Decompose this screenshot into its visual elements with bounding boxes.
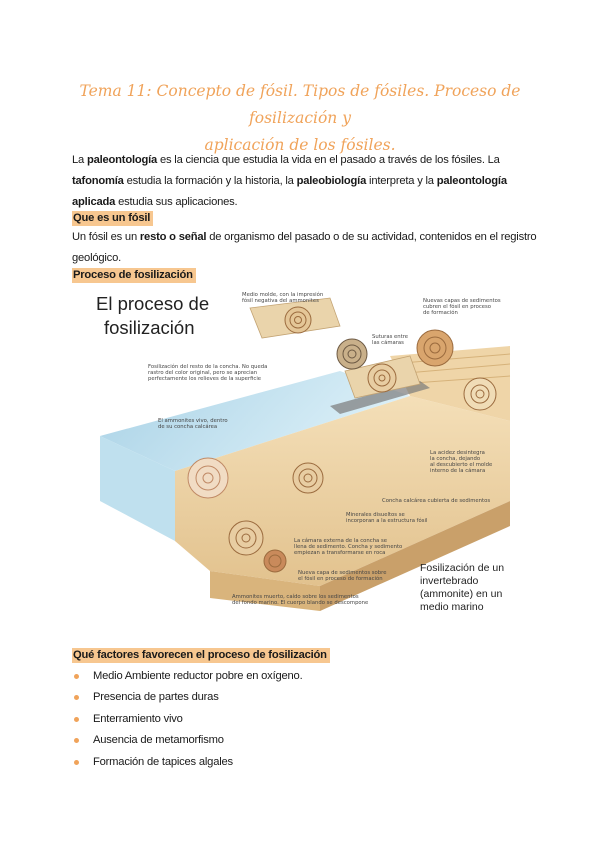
ammonite-filling <box>229 521 263 555</box>
figure-label: interno de la cámara <box>430 468 486 474</box>
figure-label: Minerales disueltos se <box>346 512 405 518</box>
ammonite-dead <box>264 550 286 572</box>
figure-title-line-2: fosilización <box>104 317 195 338</box>
title-line-2: aplicación de los fósiles. <box>204 136 396 154</box>
list-item: Medio Ambiente reductor pobre en oxígeno. <box>72 666 302 687</box>
figure-label: la concha, dejando <box>430 456 481 462</box>
figure-label: el fósil en proceso de formación <box>298 576 383 582</box>
term-paleontologia: paleontología <box>86 154 158 166</box>
intro-paragraph: La paleontología es la ciencia que estudia la vida en el pasado a través de los fósiles. La tafonomía estudia la formación y la historia, la paleobiología interpreta y la paleontología aplicada estudia sus aplicaciones. <box>72 154 507 208</box>
figure-label: Nueva capa de sedimentos sobre <box>298 570 387 576</box>
figure-label: cubren el fósil en proceso <box>423 304 492 310</box>
list-item: Ausencia de metamorfismo <box>72 730 302 751</box>
ammonite-sutures <box>337 339 367 369</box>
ammonite-mold-internal <box>464 378 496 410</box>
figure-caption-1: Fosilización de un <box>420 562 505 574</box>
figure-label: perfectamente los relieves de la superficie <box>148 376 262 382</box>
term-paleobiologia: paleobiología <box>296 175 367 187</box>
title-line-1: Tema 11: Concepto de fósil. Tipos de fósiles. Proceso de fosilización y <box>79 82 521 127</box>
figure-label: Fosilización del resto de la concha. No queda <box>148 364 268 370</box>
section-heading-proceso: Proceso de fosilización <box>72 268 196 283</box>
figure-caption-3: (ammonite) en un <box>420 588 503 600</box>
figure-label: de formación <box>423 310 458 316</box>
figure-label: Concha calcárea cubierta de sedimentos <box>382 498 491 504</box>
figure-label: Ammonites muerto, caído sobre los sedimentos <box>232 594 359 600</box>
ammonite-covered <box>293 463 323 493</box>
figure-title-line-1: El proceso de <box>96 293 210 314</box>
figure-label: al descubierto el molde <box>430 462 493 468</box>
figure-caption-2: invertebrado <box>420 575 479 587</box>
figure-label: del fondo marino. El cuerpo blando se descompone <box>232 600 369 606</box>
figure-caption-4: medio marino <box>420 601 484 613</box>
figure-label: Nuevas capas de sedimentos <box>423 298 501 304</box>
term-resto-senal: resto o señal <box>139 231 207 243</box>
term-tafonomia: tafonomía <box>72 175 124 187</box>
figure-label: las cámaras <box>372 340 404 346</box>
section-heading-que-es-fosil: Que es un fósil <box>72 211 153 226</box>
definition-paragraph: Un fósil es un resto o señal de organismo del pasado o de su actividad, contenidos en el registro geológico. <box>72 231 537 264</box>
fossilization-diagram <box>90 286 515 618</box>
figure-label: llena de sedimento. Concha y sedimento <box>294 544 403 550</box>
figure-label: de su concha calcárea <box>158 424 218 430</box>
term-paleontologia-aplicada: paleontología aplicada <box>72 175 507 208</box>
ammonite-mold <box>285 307 311 333</box>
figure-label: incorporan a la estructura fósil <box>346 518 428 524</box>
figure-label: fósil negativa del ammonites <box>242 298 319 304</box>
factors-list <box>72 666 302 773</box>
list-item: Enterramiento vivo <box>72 709 302 730</box>
figure-label: El ammonites vivo, dentro <box>158 418 228 424</box>
page-title <box>60 78 540 159</box>
figure-label: rastro del color original, pero se aprecian <box>148 370 258 376</box>
figure-label: La acidez desintegra <box>430 450 485 456</box>
figure-label: Medio molde, con la impresión <box>242 292 324 298</box>
figure-label: Suturas entre <box>372 334 409 340</box>
list-item: Formación de tapices algales <box>72 752 302 773</box>
ammonite-living <box>188 458 228 498</box>
list-item: Presencia de partes duras <box>72 687 302 708</box>
figure-label: empiezan a transformarse en roca <box>294 550 386 556</box>
figure-label: La cámara externa de la concha se <box>294 538 387 544</box>
section-heading-factores: Qué factores favorecen el proceso de fosilización <box>72 648 330 663</box>
ammonite-fossil <box>368 364 396 392</box>
ammonite-top-right <box>417 330 453 366</box>
